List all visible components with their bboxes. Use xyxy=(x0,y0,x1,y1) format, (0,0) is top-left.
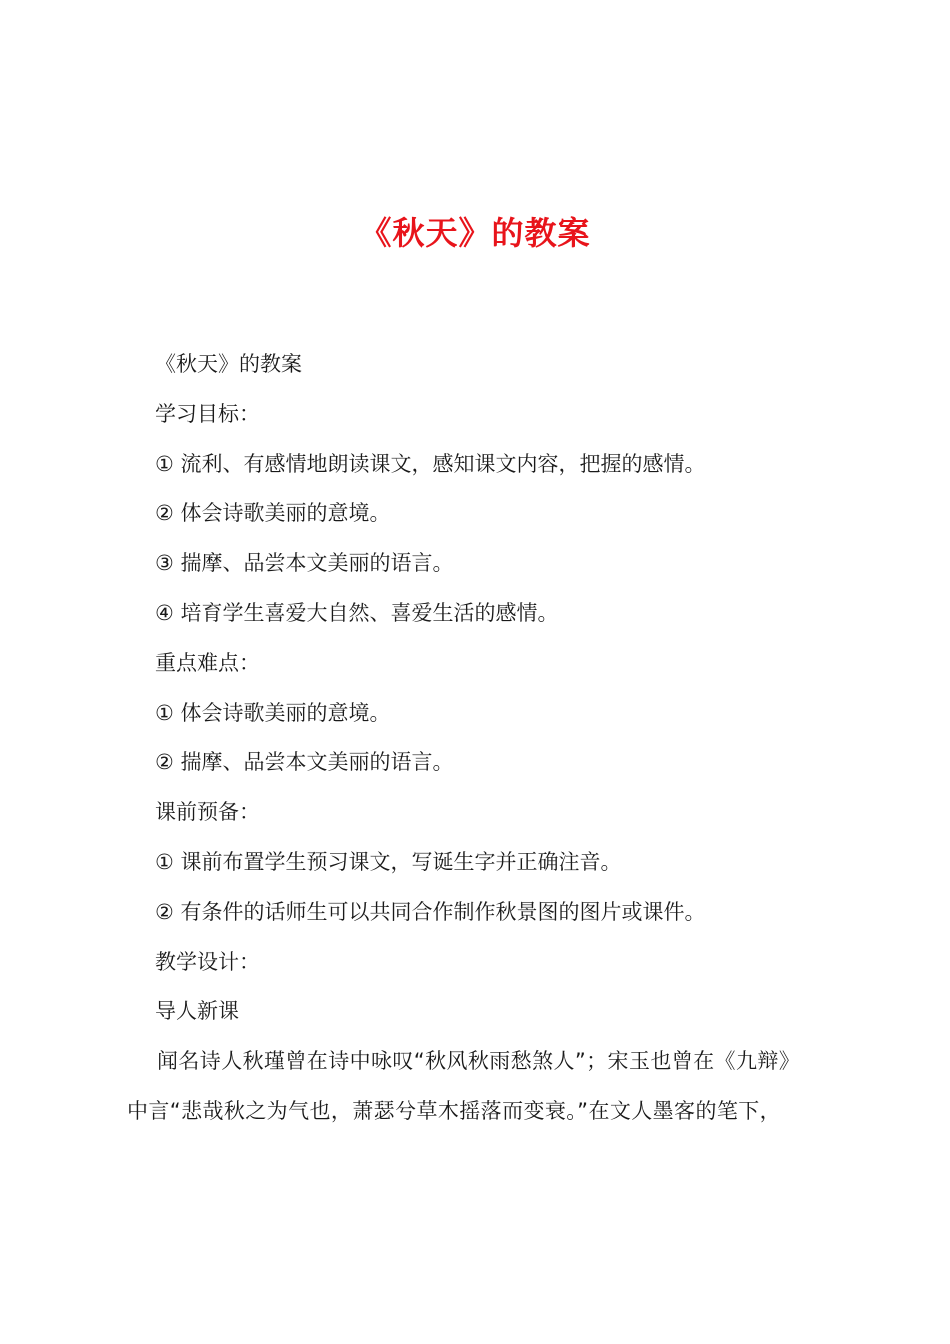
paragraph-line-1: 闻名诗人秋瑾曾在诗中咏叹“秋风秋雨愁煞人”；宋玉也曾在《九辩》 xyxy=(157,1049,801,1074)
preparation-item-2: ② 有条件的话师生可以共同合作制作秋景图的图片或课件。 xyxy=(155,899,706,924)
document-body xyxy=(127,340,837,1137)
preparation-item-1: ① 课前布置学生预习课文，写诞生字并正确注音。 xyxy=(155,849,622,874)
goal-item-3: ③ 揣摩、品尝本文美丽的语言。 xyxy=(155,551,454,576)
section-heading-intro: 导人新课 xyxy=(155,999,239,1024)
subtitle: 《秋天》的教案 xyxy=(155,352,302,376)
goal-item-4: ④ 培育学生喜爱大自然、喜爱生活的感情。 xyxy=(155,600,559,625)
goal-item-1: ① 流利、有感情地朗读课文，感知课文内容，把握的感情。 xyxy=(155,451,706,476)
key-point-item-2: ② 揣摩、品尝本文美丽的语言。 xyxy=(155,750,454,775)
page-title: 《秋天》的教案 xyxy=(359,214,591,252)
paragraph-line-2: 中言“悲哉秋之为气也，萧瑟兮草木摇落而变衰。”在文人墨客的笔下， xyxy=(127,1098,782,1123)
goal-item-2: ② 体会诗歌美丽的意境。 xyxy=(155,501,391,526)
section-heading-preparation: 课前预备： xyxy=(155,800,260,825)
section-heading-goals: 学习目标： xyxy=(155,401,260,426)
section-heading-design: 教学设计： xyxy=(155,949,260,974)
section-heading-key-points: 重点难点： xyxy=(155,650,260,675)
key-point-item-1: ① 体会诗歌美丽的意境。 xyxy=(155,700,391,725)
